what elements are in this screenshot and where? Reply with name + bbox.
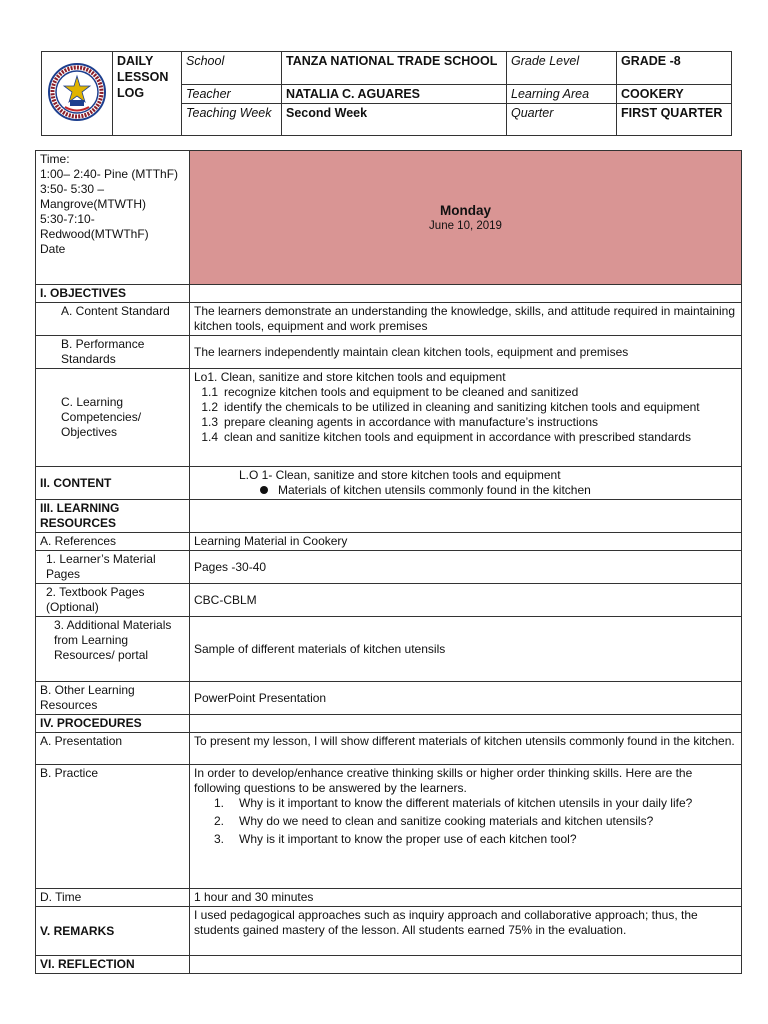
content-bullet-item — [194, 483, 737, 498]
learner-material-text: Pages -30-40 — [190, 551, 742, 584]
competency-text: clean and sanitize kitchen tools and equipment in accordance with prescribed standards — [224, 430, 691, 444]
other-resources-label: B. Other Learning Resources — [36, 682, 190, 715]
week-label: Teaching Week — [182, 104, 282, 136]
dll-title-line: LOG — [117, 86, 145, 100]
practice-label: B. Practice — [36, 765, 190, 889]
teacher-value: NATALIA C. AGUARES — [282, 85, 507, 104]
header-table — [41, 51, 732, 136]
question-item — [194, 796, 737, 811]
area-value: COOKERY — [617, 85, 732, 104]
time-slot: 3:50- 5:30 – Mangrove(MTWTH) — [40, 182, 147, 211]
competency-num: 1.3 — [201, 415, 218, 429]
competency-item — [194, 415, 737, 430]
competency-item — [194, 430, 737, 445]
competency-num: 1.4 — [201, 430, 218, 444]
question-text: Why is it important to know the proper use of each kitchen tool? — [239, 832, 577, 846]
competency-item — [194, 385, 737, 400]
question-num: 2. — [214, 814, 225, 828]
presentation-text: To present my lesson, I will show different materials of kitchen utensils commonly found in the kitchen. — [190, 733, 742, 765]
competency-num: 1.1 — [201, 385, 218, 399]
additional-materials-label: 3. Additional Materials from Learning Resources/ portal — [36, 617, 190, 682]
other-resources-text: PowerPoint Presentation — [190, 682, 742, 715]
day-date: June 10, 2019 — [429, 219, 502, 232]
grade-label: Grade Level — [507, 52, 617, 85]
time-row-label: D. Time — [36, 889, 190, 907]
school-value: TANZA NATIONAL TRADE SCHOOL — [282, 52, 507, 85]
question-num: 3. — [214, 832, 225, 846]
competencies-cell — [190, 369, 742, 467]
objectives-heading: I. OBJECTIVES — [36, 285, 190, 303]
area-label: Learning Area — [507, 85, 617, 104]
reflection-text — [190, 956, 742, 974]
question-num: 1. — [214, 796, 225, 810]
content-standard-text: The learners demonstrate an understanding the knowledge, skills, and attitude required in maintaining kitchen tools, equipment and work premises — [190, 303, 742, 336]
question-list — [194, 796, 737, 847]
time-row-text: 1 hour and 30 minutes — [190, 889, 742, 907]
competency-list — [194, 385, 737, 445]
performance-label: B. Performance Standards — [36, 336, 190, 369]
textbook-text: CBC-CBLM — [190, 584, 742, 617]
question-item — [194, 814, 737, 829]
resources-empty — [190, 500, 742, 533]
question-text: Why is it important to know the different materials of kitchen utensils in your daily life? — [239, 796, 693, 810]
question-item — [194, 832, 737, 847]
competency-num: 1.2 — [201, 400, 218, 414]
presentation-label: A. Presentation — [36, 733, 190, 765]
remarks-text: I used pedagogical approaches such as inquiry approach and collaborative approach; thus, the students gained mastery of the lesson. All students earned 75% in the evaluation. — [190, 907, 742, 956]
deped-seal-icon — [47, 62, 107, 122]
school-label: School — [182, 52, 282, 85]
day-name: Monday — [439, 202, 491, 218]
competencies-label: C. Learning Competencies/ Objectives — [36, 369, 190, 467]
practice-intro: In order to develop/enhance creative thinking skills or higher order thinking skills. Here are the following questions to be answered by the learners. — [194, 766, 693, 795]
time-slot: 5:30-7:10- Redwood(MTWThF) — [40, 212, 149, 241]
procedures-empty — [190, 715, 742, 733]
lo-heading: Lo1. Clean, sanitize and store kitchen tools and equipment — [194, 370, 506, 384]
quarter-label: Quarter — [507, 104, 617, 136]
references-label: A. References — [36, 533, 190, 551]
grade-value: GRADE -8 — [617, 52, 732, 85]
additional-materials-text: Sample of different materials of kitchen utensils — [190, 617, 742, 682]
content-standard-label: A. Content Standard — [36, 303, 190, 336]
learner-material-label: 1. Learner’s Material Pages — [36, 551, 190, 584]
bullet-icon — [260, 486, 268, 494]
practice-cell — [190, 765, 742, 889]
competency-text: prepare cleaning agents in accordance with manufacture’s instructions — [224, 415, 598, 429]
day-header-cell — [190, 151, 742, 285]
week-value: Second Week — [282, 104, 507, 136]
seal-cell — [42, 52, 113, 136]
time-cell — [36, 151, 190, 285]
content-bullet-text: Materials of kitchen utensils commonly found in the kitchen — [278, 483, 591, 497]
competency-text: identify the chemicals to be utilized in cleaning and sanitizing kitchen tools and equipment — [224, 400, 700, 414]
reflection-label: VI. REFLECTION — [36, 956, 190, 974]
competency-item — [194, 400, 737, 415]
performance-text: The learners independently maintain clean kitchen tools, equipment and premises — [190, 336, 742, 369]
quarter-value: FIRST QUARTER — [617, 104, 732, 136]
date-label: Date — [40, 242, 66, 256]
dll-title — [113, 52, 182, 136]
content-cell — [190, 467, 742, 500]
lesson-table — [35, 150, 742, 974]
time-label: Time: — [40, 152, 70, 166]
objectives-empty — [190, 285, 742, 303]
time-slot: 1:00– 2:40- Pine (MTThF) — [40, 167, 179, 181]
teacher-label: Teacher — [182, 85, 282, 104]
dll-title-line: DAILY — [117, 54, 154, 68]
textbook-label: 2. Textbook Pages (Optional) — [36, 584, 190, 617]
references-text: Learning Material in Cookery — [190, 533, 742, 551]
content-heading: II. CONTENT — [36, 467, 190, 500]
dll-title-line: LESSON — [117, 70, 169, 84]
question-text: Why do we need to clean and sanitize cooking materials and kitchen utensils? — [239, 814, 654, 828]
resources-heading: III. LEARNING RESOURCES — [36, 500, 190, 533]
content-lo: L.O 1- Clean, sanitize and store kitchen tools and equipment — [239, 468, 561, 482]
procedures-heading: IV. PROCEDURES — [36, 715, 190, 733]
remarks-label: V. REMARKS — [36, 907, 190, 956]
competency-text: recognize kitchen tools and equipment to be cleaned and sanitized — [224, 385, 579, 399]
